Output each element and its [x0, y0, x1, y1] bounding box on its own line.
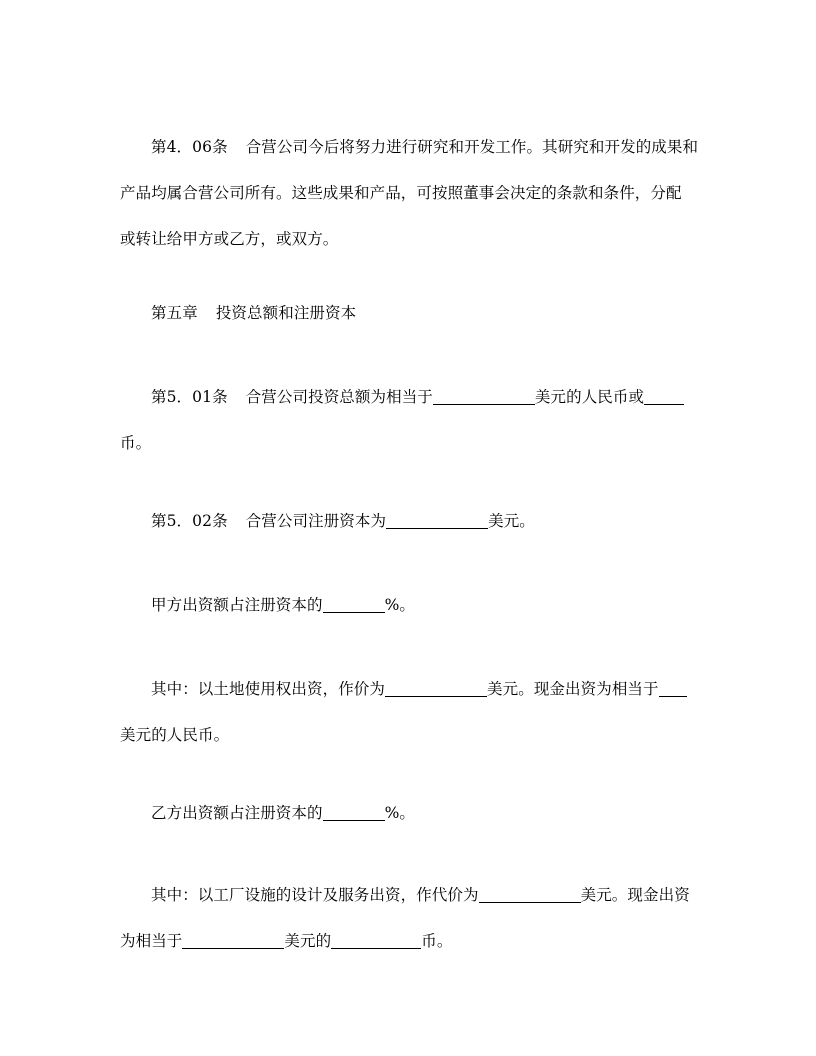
article-text: 合营公司注册资本为 — [245, 512, 387, 530]
party-b-share — [120, 790, 700, 836]
article-text: 美元的人民币或 — [534, 388, 645, 406]
article-number: 第4．06条 — [151, 138, 228, 156]
article-5-01 — [120, 374, 700, 466]
blank-field — [331, 933, 421, 950]
party-a-detail-line-2: 美元的人民币。 — [120, 726, 230, 744]
blank-field — [644, 389, 684, 406]
paragraph-text: 美元。现金出资 — [580, 886, 690, 904]
paragraph-text: 美元。现金出资为相当于 — [487, 680, 659, 698]
blank-field — [323, 805, 385, 822]
article-5-02-line-1 — [120, 498, 700, 544]
paragraph-text: 美元的 — [284, 932, 332, 950]
paragraph-text: 其中：以土地使用权出资，作价为 — [151, 680, 386, 698]
paragraph-text: %。 — [384, 596, 416, 614]
paragraph-text: %。 — [384, 804, 416, 822]
article-text: 合营公司今后将努力进行研究和开发工作。其研究和开发的成果和 — [245, 138, 699, 156]
article-4-06-line-1 — [120, 124, 700, 170]
blank-field — [433, 389, 535, 406]
party-a-share — [120, 582, 700, 628]
blank-field — [659, 681, 687, 698]
party-b-detail-line-2 — [120, 918, 700, 964]
article-5-02 — [120, 498, 700, 544]
chapter-number: 第五章 — [151, 304, 198, 322]
party-b-detail-line-1 — [120, 872, 700, 918]
paragraph-text: 币。 — [421, 932, 453, 950]
blank-field — [182, 933, 284, 950]
chapter-5-heading — [120, 290, 700, 336]
article-text: 美元。 — [488, 512, 535, 530]
chapter-heading-line — [120, 290, 700, 336]
article-4-06-line-2: 产品均属合营公司所有。这些成果和产品，可按照董事会决定的条款和条件，分配 — [120, 184, 682, 202]
blank-field — [386, 513, 488, 530]
article-number: 第5．01条 — [151, 388, 228, 406]
article-4-06-line-3: 或转让给甲方或乙方，或双方。 — [120, 230, 339, 248]
party-b-share-line — [120, 790, 700, 836]
party-b-detail — [120, 872, 700, 964]
article-text: 合营公司投资总额为相当于 — [245, 388, 433, 406]
article-5-01-line-1 — [120, 374, 700, 420]
blank-field — [479, 887, 581, 904]
party-a-share-line — [120, 582, 700, 628]
article-number: 第5．02条 — [151, 512, 228, 530]
blank-field — [323, 597, 385, 614]
paragraph-text: 乙方出资额占注册资本的 — [151, 804, 323, 822]
paragraph-text: 其中：以工厂设施的设计及服务出资，作代价为 — [151, 886, 479, 904]
party-a-detail-line-1 — [120, 666, 700, 712]
article-5-01-line-2: 币。 — [120, 434, 152, 452]
blank-field — [385, 681, 487, 698]
party-a-detail — [120, 666, 700, 758]
chapter-title: 投资总额和注册资本 — [215, 304, 357, 322]
article-4-06 — [120, 124, 700, 262]
paragraph-text: 甲方出资额占注册资本的 — [151, 596, 323, 614]
paragraph-text: 为相当于 — [120, 932, 183, 950]
